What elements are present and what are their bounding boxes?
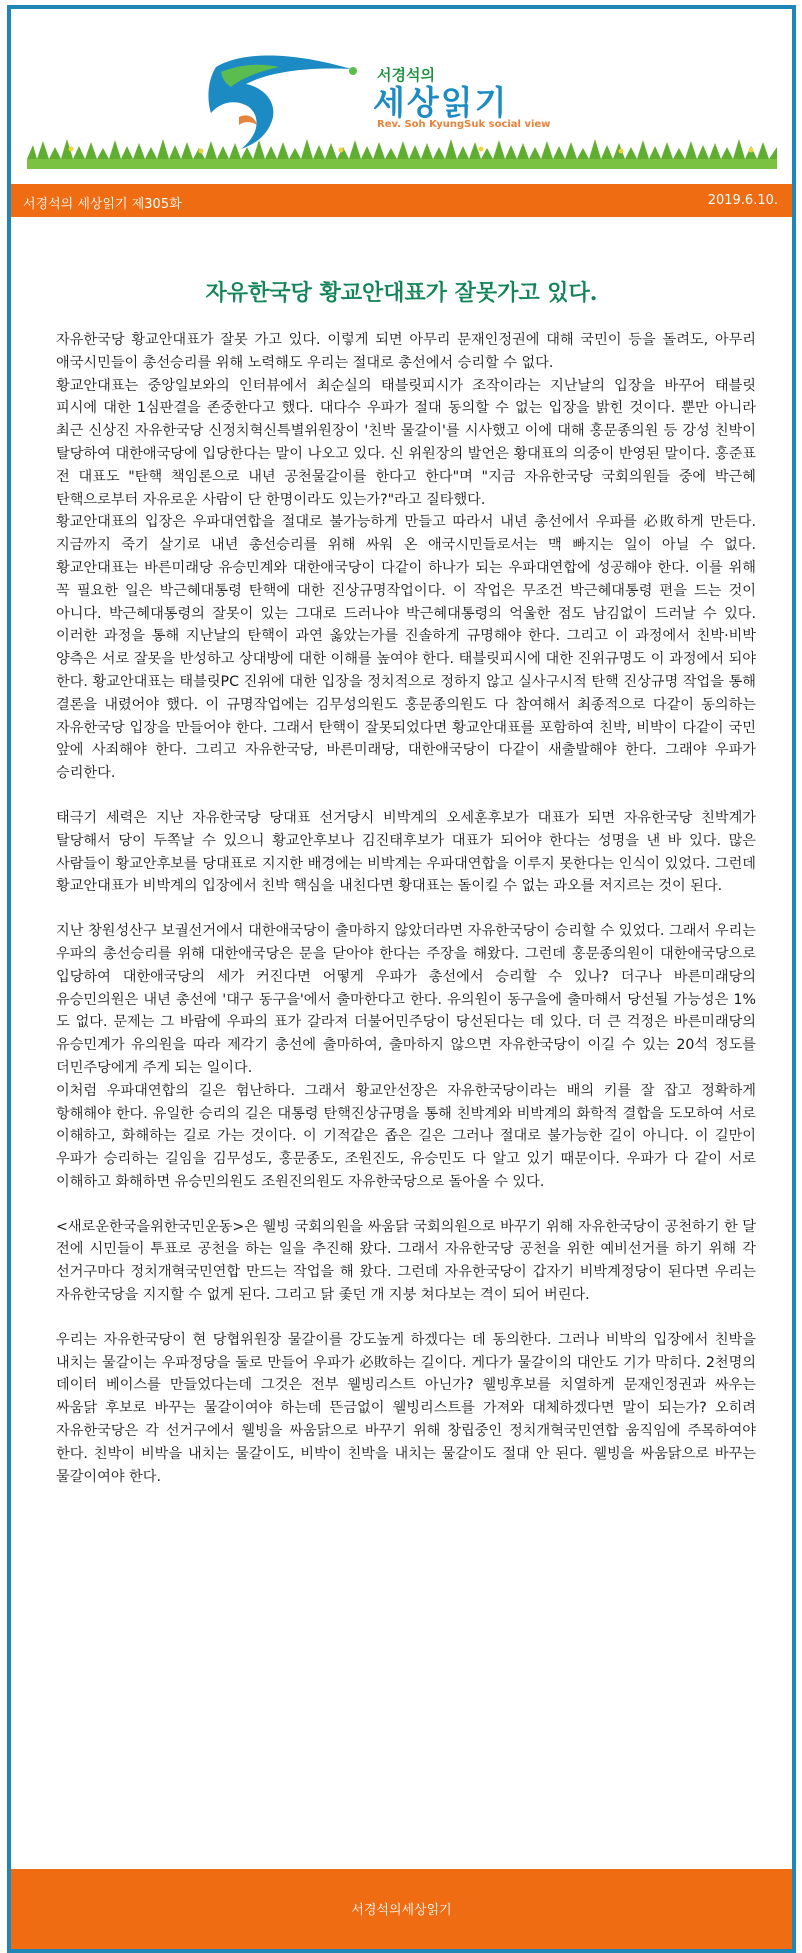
logo-title: 세상읽기 <box>373 83 509 122</box>
paragraph: 자유한국당 황교안대표가 잘못 가고 있다. 이렇게 되면 아무리 문재인정권에 대해 국민이 등을 돌려도, 아무리 애국시민들이 총선승리를 위해 노력해도 우리는 절대로 총선에서 승리할 수 없다. <box>56 332 756 371</box>
logo-subtitle: Rev. Soh KyungSuk social view <box>377 119 551 130</box>
paragraph: 우리는 자유한국당이 현 당협위원장 물갈이를 강도높게 하겠다는 데 동의한다. 그러나 비박의 입장에서 친박을 내치는 물갈이는 우파정당을 둘로 만들어 우파가 必敗하는 길이다. 게다가 물갈이의 대안도 기가 막히다. 2천명의 데이터 베이스를 만들었다는데 그것은 전부 웰빙리스트 아닌가? 웰빙후보를 치열하게 문재인정권과 싸우는 싸움닭 후보로 바꾸는 물갈이여야 하는데 뜬금없이 웰빙리스트를 가져와 대체하겠다면 말이 되는가? 오히려 자유한국당은 각 선거구에서 웰빙을 싸움닭으로 바꾸기 위해 창립중인 정치개혁국민연합 움직임에 주목하여야 한다. 친박이 비박을 내치는 물갈이도, 비박이 친박을 내치는 물갈이도 절대 안 된다. 웰빙을 싸움닭으로 바꾸는 물갈이여야 한다. <box>56 1331 756 1485</box>
page-frame <box>7 5 796 1953</box>
paragraph: 황교안대표는 중앙일보와의 인터뷰에서 최순실의 태블릿피시가 조작이라는 지난날의 입장을 바꾸어 태블릿 피시에 대한 1심판결을 존중한다고 했다. 대다수 우파가 절대 동의할 수 없는 입장을 밝힌 것이다. 뿐만 아니라 최근 신상진 자유한국당 신정치혁신특별위원장이 '친박 물갈이'를 시사했고 이에 대해 홍문종의원 등 강성 친박이 탈당하여 대한애국당에 입당한다는 말이 나오고 있다. 신 위원장의 발언은 황대표의 의중이 반영된 말이다. 홍준표 전 대표도 "탄핵 책임론으로 내년 공천물갈이를 한다고 한다"며 "지금 자유한국당 국회의원들 중에 박근혜 탄핵으로부터 자유로운 사람이 단 한명이라도 있는가?"라고 질타했다. <box>56 377 756 508</box>
issue-number: 서경석의 세상읽기 제305화 <box>23 197 182 212</box>
paragraph: 지난 창원성산구 보궐선거에서 대한애국당이 출마하지 않았더라면 자유한국당이 승리할 수 있었다. 그래서 우리는 우파의 총선승리를 위해 대한애국당은 문을 닫아야 한다는 주장을 해왔다. 그런데 홍문종의원이 대한애국당으로 입당하여 대한애국당의 세가 커진다면 어떻게 우파가 총선에서 승리할 수 있나? 더구나 바른미래당의 유승민의원은 내년 총선에 '대구 동구을'에서 출마한다고 한다. 유의원이 동구을에 출마해서 당선될 가능성은 1%도 없다. 문제는 그 바람에 우파의 표가 갈라져 더불어민주당이 당선된다는 데 있다. 더 큰 걱정은 바른미래당의 유승민계가 유의원을 따라 제각기 총선에 출마하여, 출마하지 않으면 자유한국당이 이길 수 있는 20석 정도를 더민주당에게 주게 되는 일이다. <box>56 923 756 1076</box>
paragraph: 황교안대표의 입장은 우파대연합을 절대로 불가능하게 만들고 따라서 내년 총선에서 우파를 必敗하게 만든다. 지금까지 죽기 살기로 내년 총선승리를 위해 싸워 온 애국시민들로서는 맥 빠지는 일이 아닐 수 없다. 황교안대표는 바른미래당 유승민계와 대한애국당이 다같이 하나가 되는 우파대연합에 성공해야 한다. 이를 위해 꼭 필요한 일은 박근혜대통령 탄핵에 대한 진상규명작업이다. 이 작업은 무조건 박근혜대통령 편을 드는 것이 아니다. 박근혜대통령의 잘못이 있는 그대로 드러나야 박근혜대통령의 억울한 점도 남김없이 드러날 수 있다. 이러한 과정을 통해 지난날의 탄핵이 과연 옳았는가를 진솔하게 규명해야 한다. 그리고 이 과정에서 친박·비박 양측은 서로 잘못을 반성하고 상대방에 대한 이해를 높여야 한다. 태블릿피시에 대한 진위규명도 이 과정에서 되야 한다. 황교안대표는 태블릿PC 진위에 대한 입장을 정치적으로 정하지 않고 실사구시적 탄핵 진상규명 작업을 통해 결론을 내렸어야 했다. 이 규명작업에는 김무성의원도 홍문종의원도 다 참여해서 최종적으로 다같이 동의하는 자유한국당 입장을 만들어야 한다. 그래서 탄핵이 잘못되었다면 황교안대표를 포함하여 친박, 비박이 다같이 국민 앞에 사죄해야 한다. 그리고 자유한국당, 바른미래당, 대한애국당이 다같이 새출발해야 한다. 그래야 우파가 승리한다. <box>56 514 756 782</box>
grass-decoration <box>27 139 777 169</box>
logo-title-small: 서경석의 <box>377 66 435 84</box>
article-body <box>56 329 756 1488</box>
footer-bar <box>11 1869 792 1949</box>
issue-date: 2019.6.10. <box>707 193 778 208</box>
paragraph: 이처럼 우파대연합의 길은 험난하다. 그래서 황교안선장은 자유한국당이라는 배의 키를 잘 잡고 정확하게 항해해야 한다. 유일한 승리의 길은 대통령 탄핵진상규명을 통해 친박계와 비박계의 화학적 결합을 도모하여 서로 이해하고, 화해하는 길로 가는 것이다. 이 기적같은 좁은 길은 그러나 절대로 불가능한 길이 아니다. 이 길만이 우파가 승리하는 길임을 김무성도, 홍문종도, 조원진도, 유승민도 다 알고 있기 때문이다. 우파가 다 같이 서로 이해하고 화해하면 유승민의원도 조원진의원도 자유한국당으로 돌아올 수 있다. <box>56 1082 756 1190</box>
article-title: 자유한국당 황교안대표가 잘못가고 있다. <box>205 279 598 306</box>
footer-label: 서경석의세상읽기 <box>351 1903 452 1918</box>
header-banner <box>11 9 792 184</box>
issue-bar <box>11 184 792 217</box>
paragraph: 태극기 세력은 지난 자유한국당 당대표 선거당시 비박계의 오세훈후보가 대표가 되면 자유한국당 친박계가 탈당해서 당이 두쪽날 수 있으니 황교안후보나 김진태후보가 대표가 되어야 한다는 성명을 낸 바 있다. 많은 사람들이 황교안후보를 당대표로 지지한 배경에는 비박계는 우파대연합을 이루지 못한다는 인식이 있었다. 그런데 황교안대표가 비박계의 입장에서 친박 핵심을 내친다면 황대표는 돌이킬 수 없는 과오를 저지르는 것이 된다. <box>56 809 756 895</box>
paragraph: <새로운한국을위한국민운동>은 웰빙 국회의원을 싸움닭 국회의원으로 바꾸기 위해 자유한국당이 공천하기 한 달 전에 시민들이 투표로 공천을 하는 일을 추진해 왔다. 그래서 자유한국당 공천을 위한 예비선거를 하기 위해 각 선거구마다 정치개혁국민연합 만드는 작업을 해 왔다. 그런데 자유한국당이 갑자기 비박계정당이 된다면 우리는 자유한국당을 지지할 수 없게 된다. 그리고 닭 좇던 개 지붕 쳐다보는 격이 되어 버린다. <box>56 1218 756 1304</box>
